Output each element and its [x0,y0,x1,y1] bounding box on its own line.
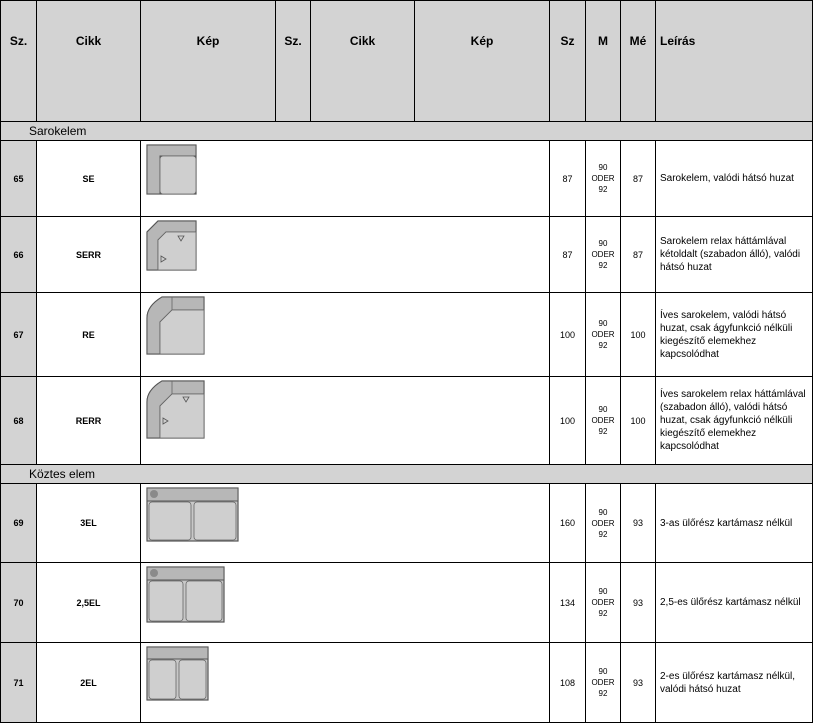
row-number: 69 [1,484,37,563]
table-row [1,377,813,465]
description: Sarokelem, valódi hátsó huzat [656,141,813,217]
section-sarokelem [1,122,813,141]
article-code: SE [37,141,141,217]
row-image-cell [141,293,550,377]
dimension-m: 90 ODER 92 [586,563,621,643]
dimension-me: 87 [621,141,656,217]
header-cikk-1: Cikk [37,1,141,122]
dimension-m: 90 ODER 92 [586,484,621,563]
table-row [1,643,813,723]
description: Íves sarokelem, valódi hátsó huzat, csak ágyfunkció nélküli kiegészítő elemekhez kapcsolódhat [656,293,813,377]
row-number: 67 [1,293,37,377]
two-seat-sofa-icon [146,646,210,702]
table-row [1,563,813,643]
dimension-sz: 108 [550,643,586,723]
header-cikk-2: Cikk [311,1,415,122]
dimension-m: 90 ODER 92 [586,377,621,465]
corner-relax-sofa-icon [146,220,198,272]
description: Íves sarokelem relax háttámlával (szabadon álló), valódi hátsó huzat, csak ágyfunkció nélküli kiegészítő elemekhez kapcsolódhat [656,377,813,465]
section-title: Sarokelem [1,122,813,141]
dimension-me: 87 [621,217,656,293]
row-number: 70 [1,563,37,643]
description: Sarokelem relax háttámlával kétoldalt (szabadon álló), valódi hátsó huzat [656,217,813,293]
dimension-sz: 134 [550,563,586,643]
header-sz-2: Sz. [276,1,311,122]
header-leiras: Leírás [656,1,813,122]
two-half-seat-sofa-icon [146,566,226,624]
row-image-cell [141,563,550,643]
article-code: 2,5EL [37,563,141,643]
row-number: 65 [1,141,37,217]
header-me: Mé [621,1,656,122]
dimension-me: 93 [621,563,656,643]
description: 2-es ülőrész kartámasz nélkül, valódi hátsó huzat [656,643,813,723]
dimension-sz: 87 [550,141,586,217]
corner-sofa-icon [146,144,198,196]
dimension-m: 90 ODER 92 [586,643,621,723]
dimension-sz: 87 [550,217,586,293]
article-code: 3EL [37,484,141,563]
round-corner-sofa-icon [146,296,206,356]
header-kep-1: Kép [141,1,276,122]
dimension-me: 93 [621,643,656,723]
header-sz: Sz [550,1,586,122]
row-image-cell [141,217,550,293]
header-kep-2: Kép [415,1,550,122]
header-m: M [586,1,621,122]
table-row [1,484,813,563]
article-code: SERR [37,217,141,293]
dimension-m: 90 ODER 92 [586,141,621,217]
header-sz-1: Sz. [1,1,37,122]
header-row [1,1,813,122]
row-number: 68 [1,377,37,465]
dimension-m: 90 ODER 92 [586,293,621,377]
dimension-sz: 100 [550,293,586,377]
section-title: Köztes elem [1,465,813,484]
dimension-me: 100 [621,377,656,465]
dimension-me: 100 [621,293,656,377]
description: 2,5-es ülőrész kartámasz nélkül [656,563,813,643]
three-seat-sofa-icon [146,487,240,543]
row-number: 71 [1,643,37,723]
row-image-cell [141,484,550,563]
table-row [1,217,813,293]
row-image-cell [141,643,550,723]
description: 3-as ülőrész kartámasz nélkül [656,484,813,563]
row-image-cell [141,377,550,465]
dimension-m: 90 ODER 92 [586,217,621,293]
row-number: 66 [1,217,37,293]
table-row [1,141,813,217]
section-koztes [1,465,813,484]
round-corner-relax-sofa-icon [146,380,206,440]
row-image-cell [141,141,550,217]
article-code: RERR [37,377,141,465]
dimension-sz: 100 [550,377,586,465]
dimension-me: 93 [621,484,656,563]
table-row [1,293,813,377]
article-code: 2EL [37,643,141,723]
article-code: RE [37,293,141,377]
dimension-sz: 160 [550,484,586,563]
